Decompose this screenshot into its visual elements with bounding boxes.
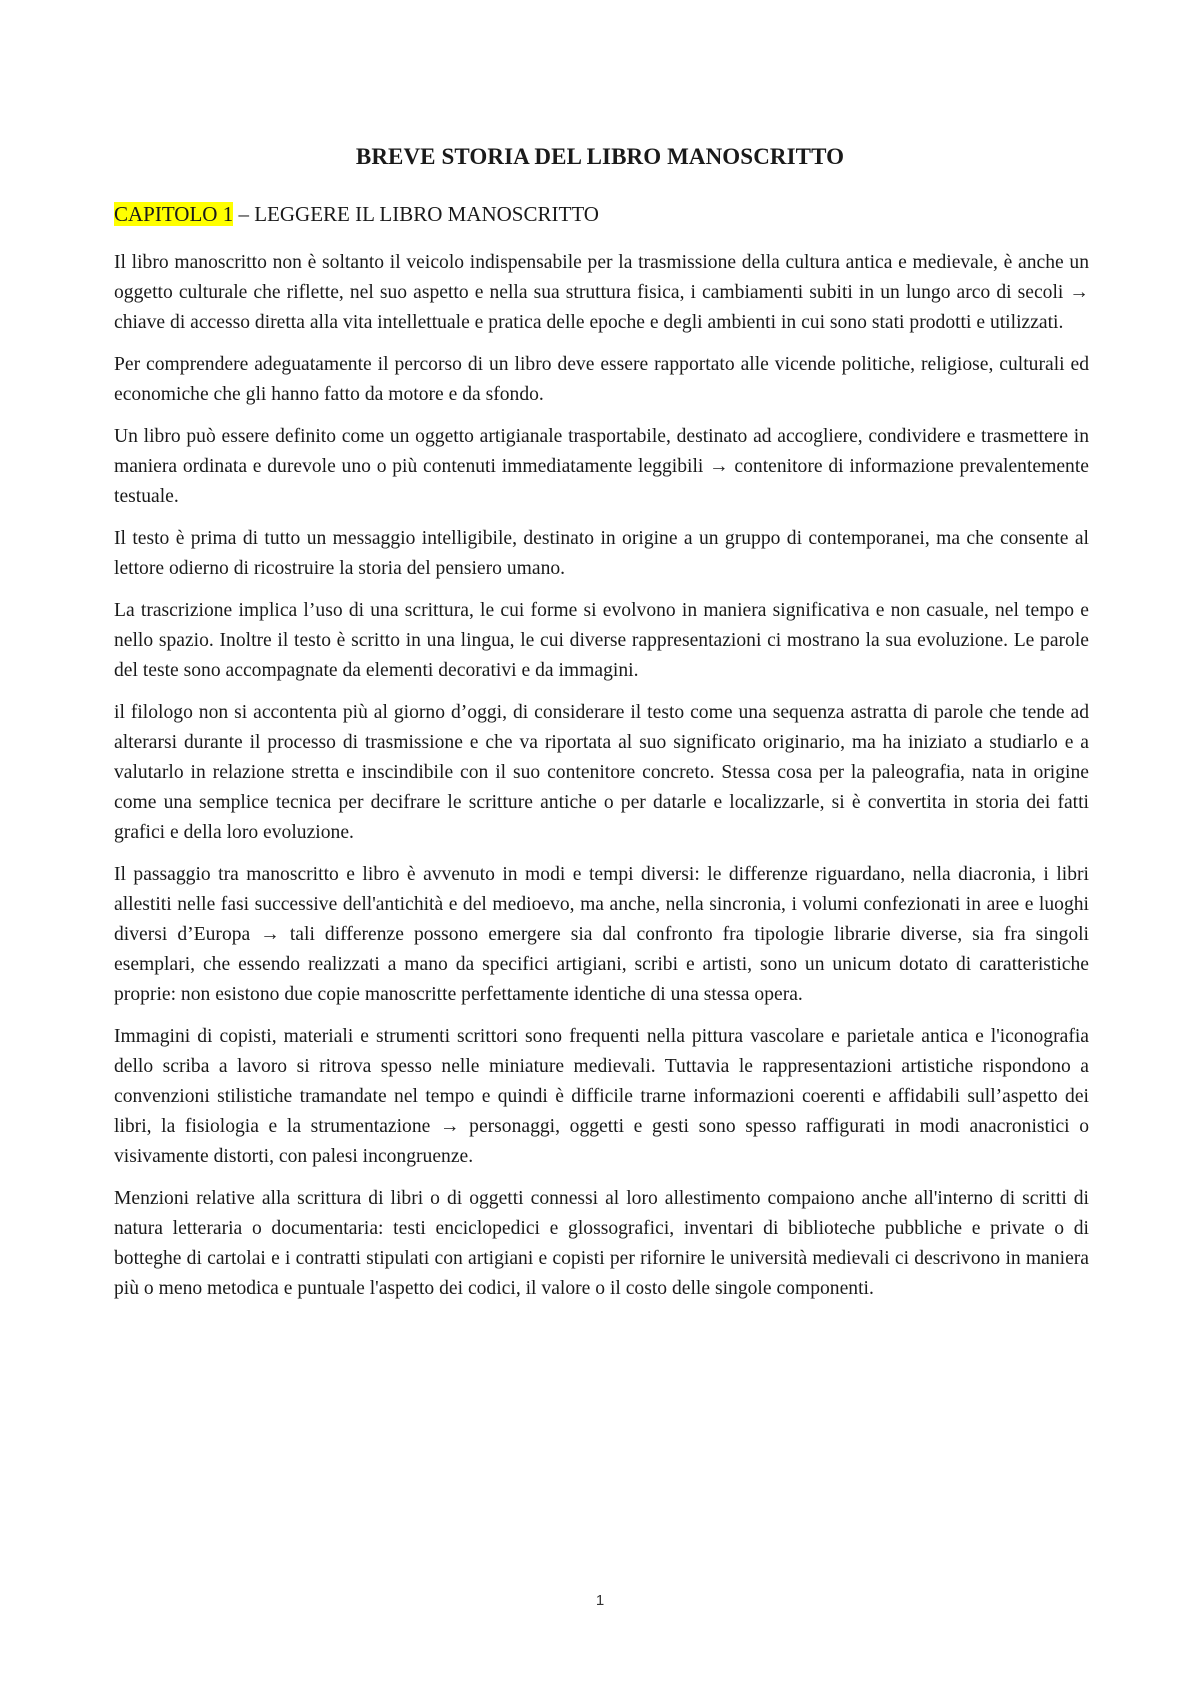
paragraph: Un libro può essere definito come un oggetto artigianale trasportabile, destinato ad accogliere, condividere e trasmettere in maniera ordinata e durevole uno o più contenuti immediatamente leggibili → contenitore di informazione prevalentemente testuale.: [114, 426, 1089, 507]
chapter-separator: –: [233, 202, 255, 226]
paragraph: Per comprendere adeguatamente il percorso di un libro deve essere rapportato alle vicende politiche, religiose, culturali ed economiche che gli hanno fatto da motore e da sfondo.: [114, 354, 1089, 405]
paragraph: Il passaggio tra manoscritto e libro è avvenuto in modi e tempi diversi: le differenze riguardano, nella diacronia, i libri allestiti nelle fasi successive dell'antichità e del medioevo, ma anche, nella sincronia, i volumi confezionati in aree e luoghi diversi d’Europa → tali differenze possono emergere sia dal confronto fra tipologie librarie diverse, sia fra singoli esemplari, che essendo realizzati a mano da specifici artigiani, scribi e artisti, sono un unicum dotato di caratteristiche proprie: non esistono due copie manoscritte perfettamente identiche di una stessa opera.: [114, 864, 1089, 1005]
paragraph: Immagini di copisti, materiali e strumenti scrittori sono frequenti nella pittura vascolare e parietale antica e l'iconografia dello scriba a lavoro si ritrova spesso nelle miniature medievali. Tuttavia le rappresentazioni artistiche rispondono a convenzioni stilistiche tramandate nel tempo e quindi è difficile trarne informazioni coerenti e affidabili sull’aspetto dei libri, la fisiologia e la strumentazione → personaggi, oggetti e gesti sono spesso raffigurati in modi anacronistici o visivamente distorti, con palesi incongruenze.: [114, 1026, 1089, 1167]
paragraph: Menzioni relative alla scrittura di libri o di oggetti connessi al loro allestimento compaiono anche all'interno di scritti di natura letteraria o documentaria: testi enciclopedici e glossografici, inventari di biblioteche pubbliche e private o di botteghe di cartolai e i contratti stipulati con artigiani e copisti per rifornire le università medievali ci descrivono in maniera più o meno metodica e puntuale l'aspetto dei codici, il valore o il costo delle singole componenti.: [114, 1188, 1089, 1299]
chapter-heading: [114, 202, 599, 227]
paragraph: il filologo non si accontenta più al giorno d’oggi, di considerare il testo come una sequenza astratta di parole che tende ad alterarsi durante il processo di trasmissione e che va riportata al suo significato originario, ma ha iniziato a studiarlo e a valutarlo in relazione stretta e inscindibile con il suo contenitore concreto. Stessa cosa per la paleografia, nata in origine come una semplice tecnica per decifrare le scritture antiche o per datarle e localizzarle, si è convertita in storia dei fatti grafici e della loro evoluzione.: [114, 702, 1089, 843]
document-title: BREVE STORIA DEL LIBRO MANOSCRITTO: [355, 144, 845, 169]
paragraph: La trascrizione implica l’uso di una scrittura, le cui forme si evolvono in maniera significativa e non casuale, nel tempo e nello spazio. Inoltre il testo è scritto in una lingua, le cui diverse rappresentazioni ci mostrano la sua evoluzione. Le parole del teste sono accompagnate da elementi decorativi e da immagini.: [114, 600, 1089, 681]
body-text: [114, 248, 1089, 1316]
page-number: 1: [595, 1592, 605, 1609]
chapter-label-highlighted: CAPITOLO 1: [114, 202, 234, 226]
chapter-title: LEGGERE IL LIBRO MANOSCRITTO: [254, 202, 599, 226]
paragraph: Il libro manoscritto non è soltanto il veicolo indispensabile per la trasmissione della cultura antica e medievale, è anche un oggetto culturale che riflette, nel suo aspetto e nella sua struttura fisica, i cambiamenti subiti in un lungo arco di secoli → chiave di accesso diretta alla vita intellettuale e pratica delle epoche e degli ambienti in cui sono stati prodotti e utilizzati.: [114, 252, 1089, 333]
paragraph: Il testo è prima di tutto un messaggio intelligibile, destinato in origine a un gruppo di contemporanei, ma che consente al lettore odierno di ricostruire la storia del pensiero umano.: [114, 528, 1089, 579]
